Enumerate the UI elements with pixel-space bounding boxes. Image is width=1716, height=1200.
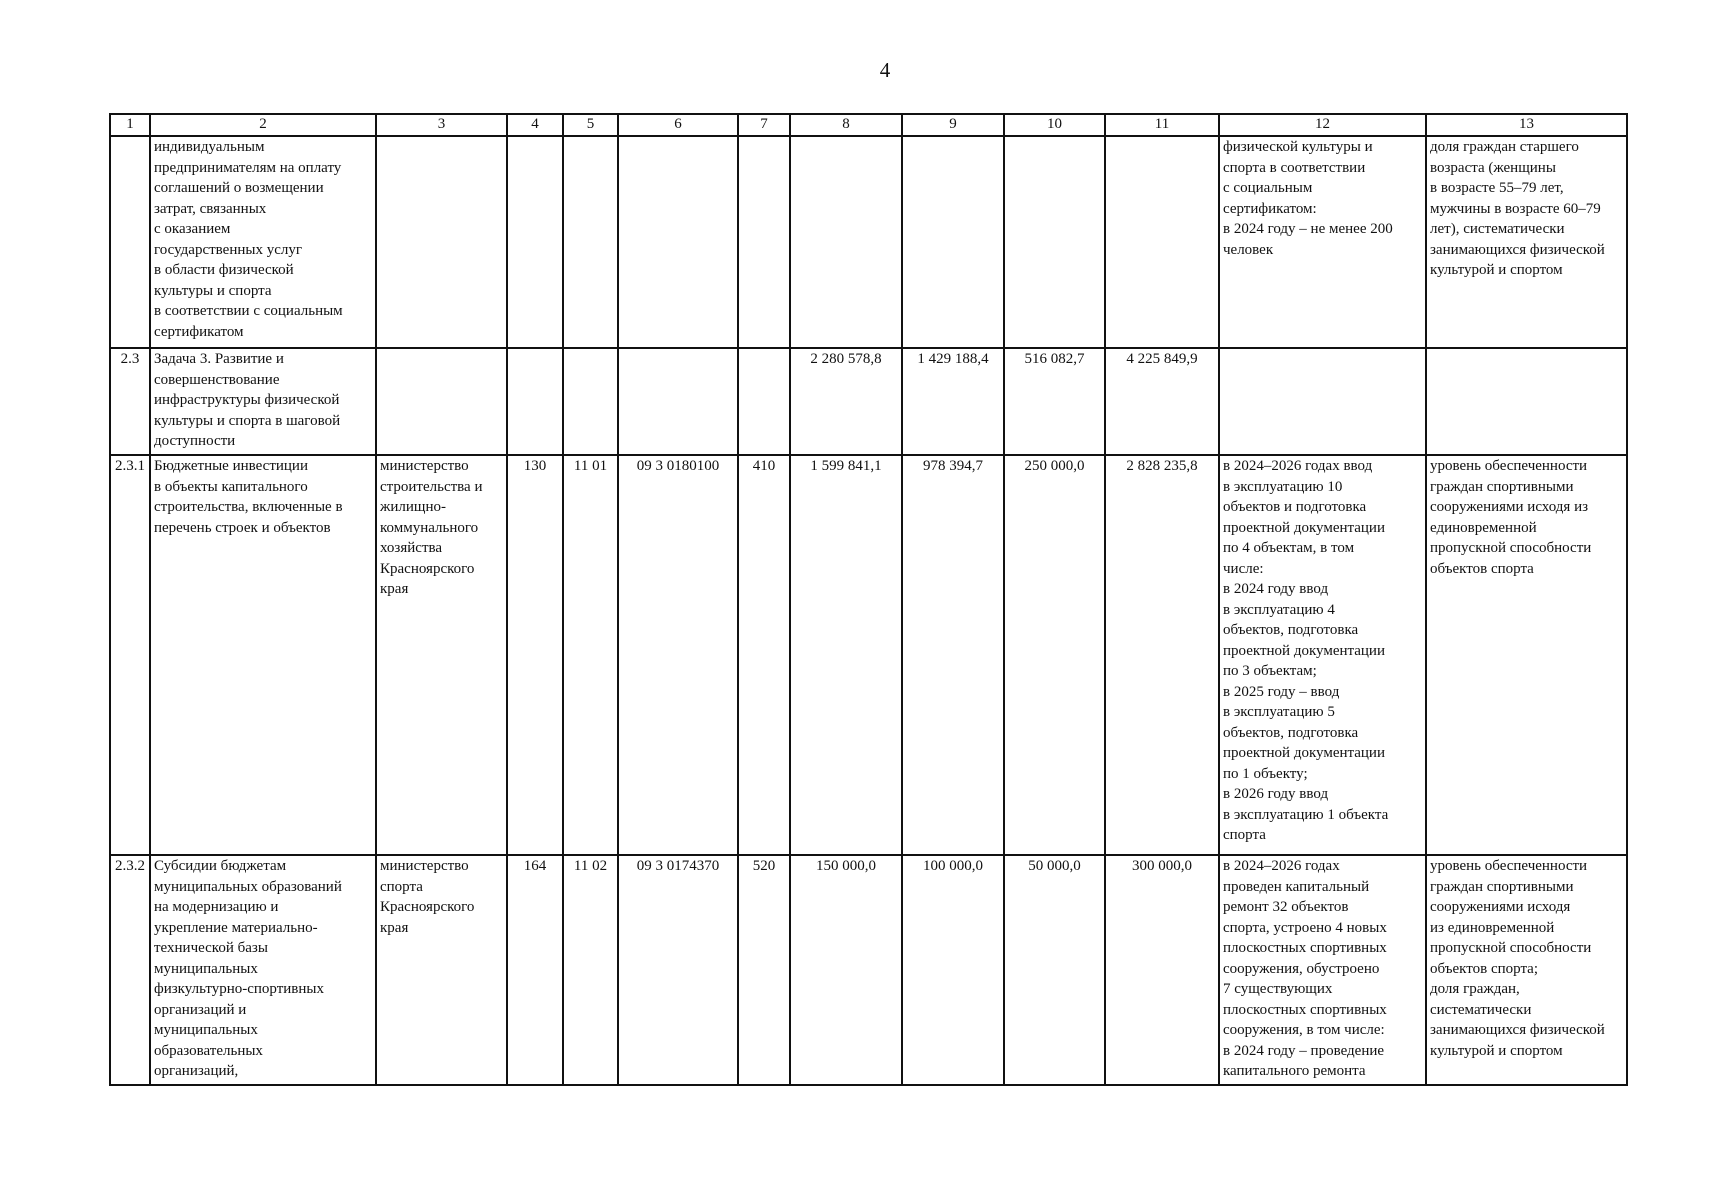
row-number-cell [110, 136, 150, 348]
code-7-cell: 520 [738, 855, 790, 1085]
column-number-row [110, 114, 1627, 136]
name-cell: Задача 3. Развитие и совершенствование инфраструктуры физической культуры и спорта в шаговой доступности [150, 348, 376, 455]
indicator-cell: уровень обеспеченности граждан спортивными сооружениями исходя из единовременной пропускной способности объектов спорта; доля граждан, систематически занимающихся физической культурой и спортом [1426, 855, 1627, 1085]
header-cell: 11 [1105, 114, 1219, 136]
indicator-cell: уровень обеспеченности граждан спортивными сооружениями исходя из единовременной пропускной способности объектов спорта [1426, 455, 1627, 855]
code-7-cell [738, 136, 790, 348]
name-cell: Бюджетные инвестиции в объекты капитального строительства, включенные в перечень строек и объектов [150, 455, 376, 855]
code-5-cell: 11 02 [563, 855, 618, 1085]
header-cell: 2 [150, 114, 376, 136]
code-4-cell [507, 136, 563, 348]
code-6-cell [618, 136, 738, 348]
code-6-cell [618, 348, 738, 455]
header-cell: 9 [902, 114, 1004, 136]
code-7-cell: 410 [738, 455, 790, 855]
table-row [110, 855, 1627, 1085]
amount-9-cell: 978 394,7 [902, 455, 1004, 855]
result-cell: в 2024–2026 годах проведен капитальный ремонт 32 объектов спорта, устроено 4 новых плоскостных спортивных сооружения, обустроено 7 существующих плоскостных спортивных сооружения, в том числе: в 2024 году – проведение капитального ремонта [1219, 855, 1426, 1085]
row-number-cell: 2.3 [110, 348, 150, 455]
header-cell: 6 [618, 114, 738, 136]
code-4-cell [507, 348, 563, 455]
result-cell: в 2024–2026 годах ввод в эксплуатацию 10 объектов и подготовка проектной документации по 4 объектам, в том числе: в 2024 году ввод в эксплуатацию 4 объектов, подготовка проектной документации по 3 объектам; в 2025 году – ввод в эксплуатацию 5 объектов, подготовка проектной документации по 1 объекту; в 2026 году ввод в эксплуатацию 1 объекта спорта [1219, 455, 1426, 855]
code-4-cell: 164 [507, 855, 563, 1085]
amount-10-cell [1004, 136, 1105, 348]
amount-8-cell: 150 000,0 [790, 855, 902, 1085]
amount-10-cell: 250 000,0 [1004, 455, 1105, 855]
amount-11-cell: 2 828 235,8 [1105, 455, 1219, 855]
header-cell: 1 [110, 114, 150, 136]
executor-cell [376, 348, 507, 455]
program-table [109, 113, 1628, 1086]
amount-9-cell: 1 429 188,4 [902, 348, 1004, 455]
amount-10-cell: 50 000,0 [1004, 855, 1105, 1085]
amount-8-cell [790, 136, 902, 348]
header-cell: 3 [376, 114, 507, 136]
name-cell: индивидуальным предпринимателям на оплату соглашений о возмещении затрат, связанных с оказанием государственных услуг в области физической культуры и спорта в соответствии с социальным сертификатом [150, 136, 376, 348]
page-number: 4 [879, 58, 891, 82]
code-5-cell: 11 01 [563, 455, 618, 855]
executor-cell: министерство строительства и жилищно- коммунального хозяйства Красноярского края [376, 455, 507, 855]
amount-8-cell: 1 599 841,1 [790, 455, 902, 855]
header-cell: 10 [1004, 114, 1105, 136]
header-cell: 5 [563, 114, 618, 136]
table-row [110, 136, 1627, 348]
indicator-cell [1426, 348, 1627, 455]
amount-9-cell [902, 136, 1004, 348]
row-number-cell: 2.3.1 [110, 455, 150, 855]
row-number-cell: 2.3.2 [110, 855, 150, 1085]
executor-cell: министерство спорта Красноярского края [376, 855, 507, 1085]
amount-11-cell: 300 000,0 [1105, 855, 1219, 1085]
code-6-cell: 09 3 0174370 [618, 855, 738, 1085]
table-row [110, 455, 1627, 855]
code-5-cell [563, 136, 618, 348]
result-cell: физической культуры и спорта в соответствии с социальным сертификатом: в 2024 году – не менее 200 человек [1219, 136, 1426, 348]
header-cell: 8 [790, 114, 902, 136]
header-cell: 13 [1426, 114, 1627, 136]
header-cell: 4 [507, 114, 563, 136]
result-cell [1219, 348, 1426, 455]
code-7-cell [738, 348, 790, 455]
indicator-cell: доля граждан старшего возраста (женщины в возрасте 55–79 лет, мужчины в возрасте 60–79 лет), систематически занимающихся физической культурой и спортом [1426, 136, 1627, 348]
table-row [110, 348, 1627, 455]
code-5-cell [563, 348, 618, 455]
header-cell: 12 [1219, 114, 1426, 136]
amount-9-cell: 100 000,0 [902, 855, 1004, 1085]
amount-11-cell: 4 225 849,9 [1105, 348, 1219, 455]
amount-8-cell: 2 280 578,8 [790, 348, 902, 455]
executor-cell [376, 136, 507, 348]
name-cell: Субсидии бюджетам муниципальных образований на модернизацию и укрепление материально- технической базы муниципальных физкультурно-спортивных организаций и муниципальных образовательных организаций, [150, 855, 376, 1085]
header-cell: 7 [738, 114, 790, 136]
code-4-cell: 130 [507, 455, 563, 855]
amount-11-cell [1105, 136, 1219, 348]
code-6-cell: 09 3 0180100 [618, 455, 738, 855]
amount-10-cell: 516 082,7 [1004, 348, 1105, 455]
